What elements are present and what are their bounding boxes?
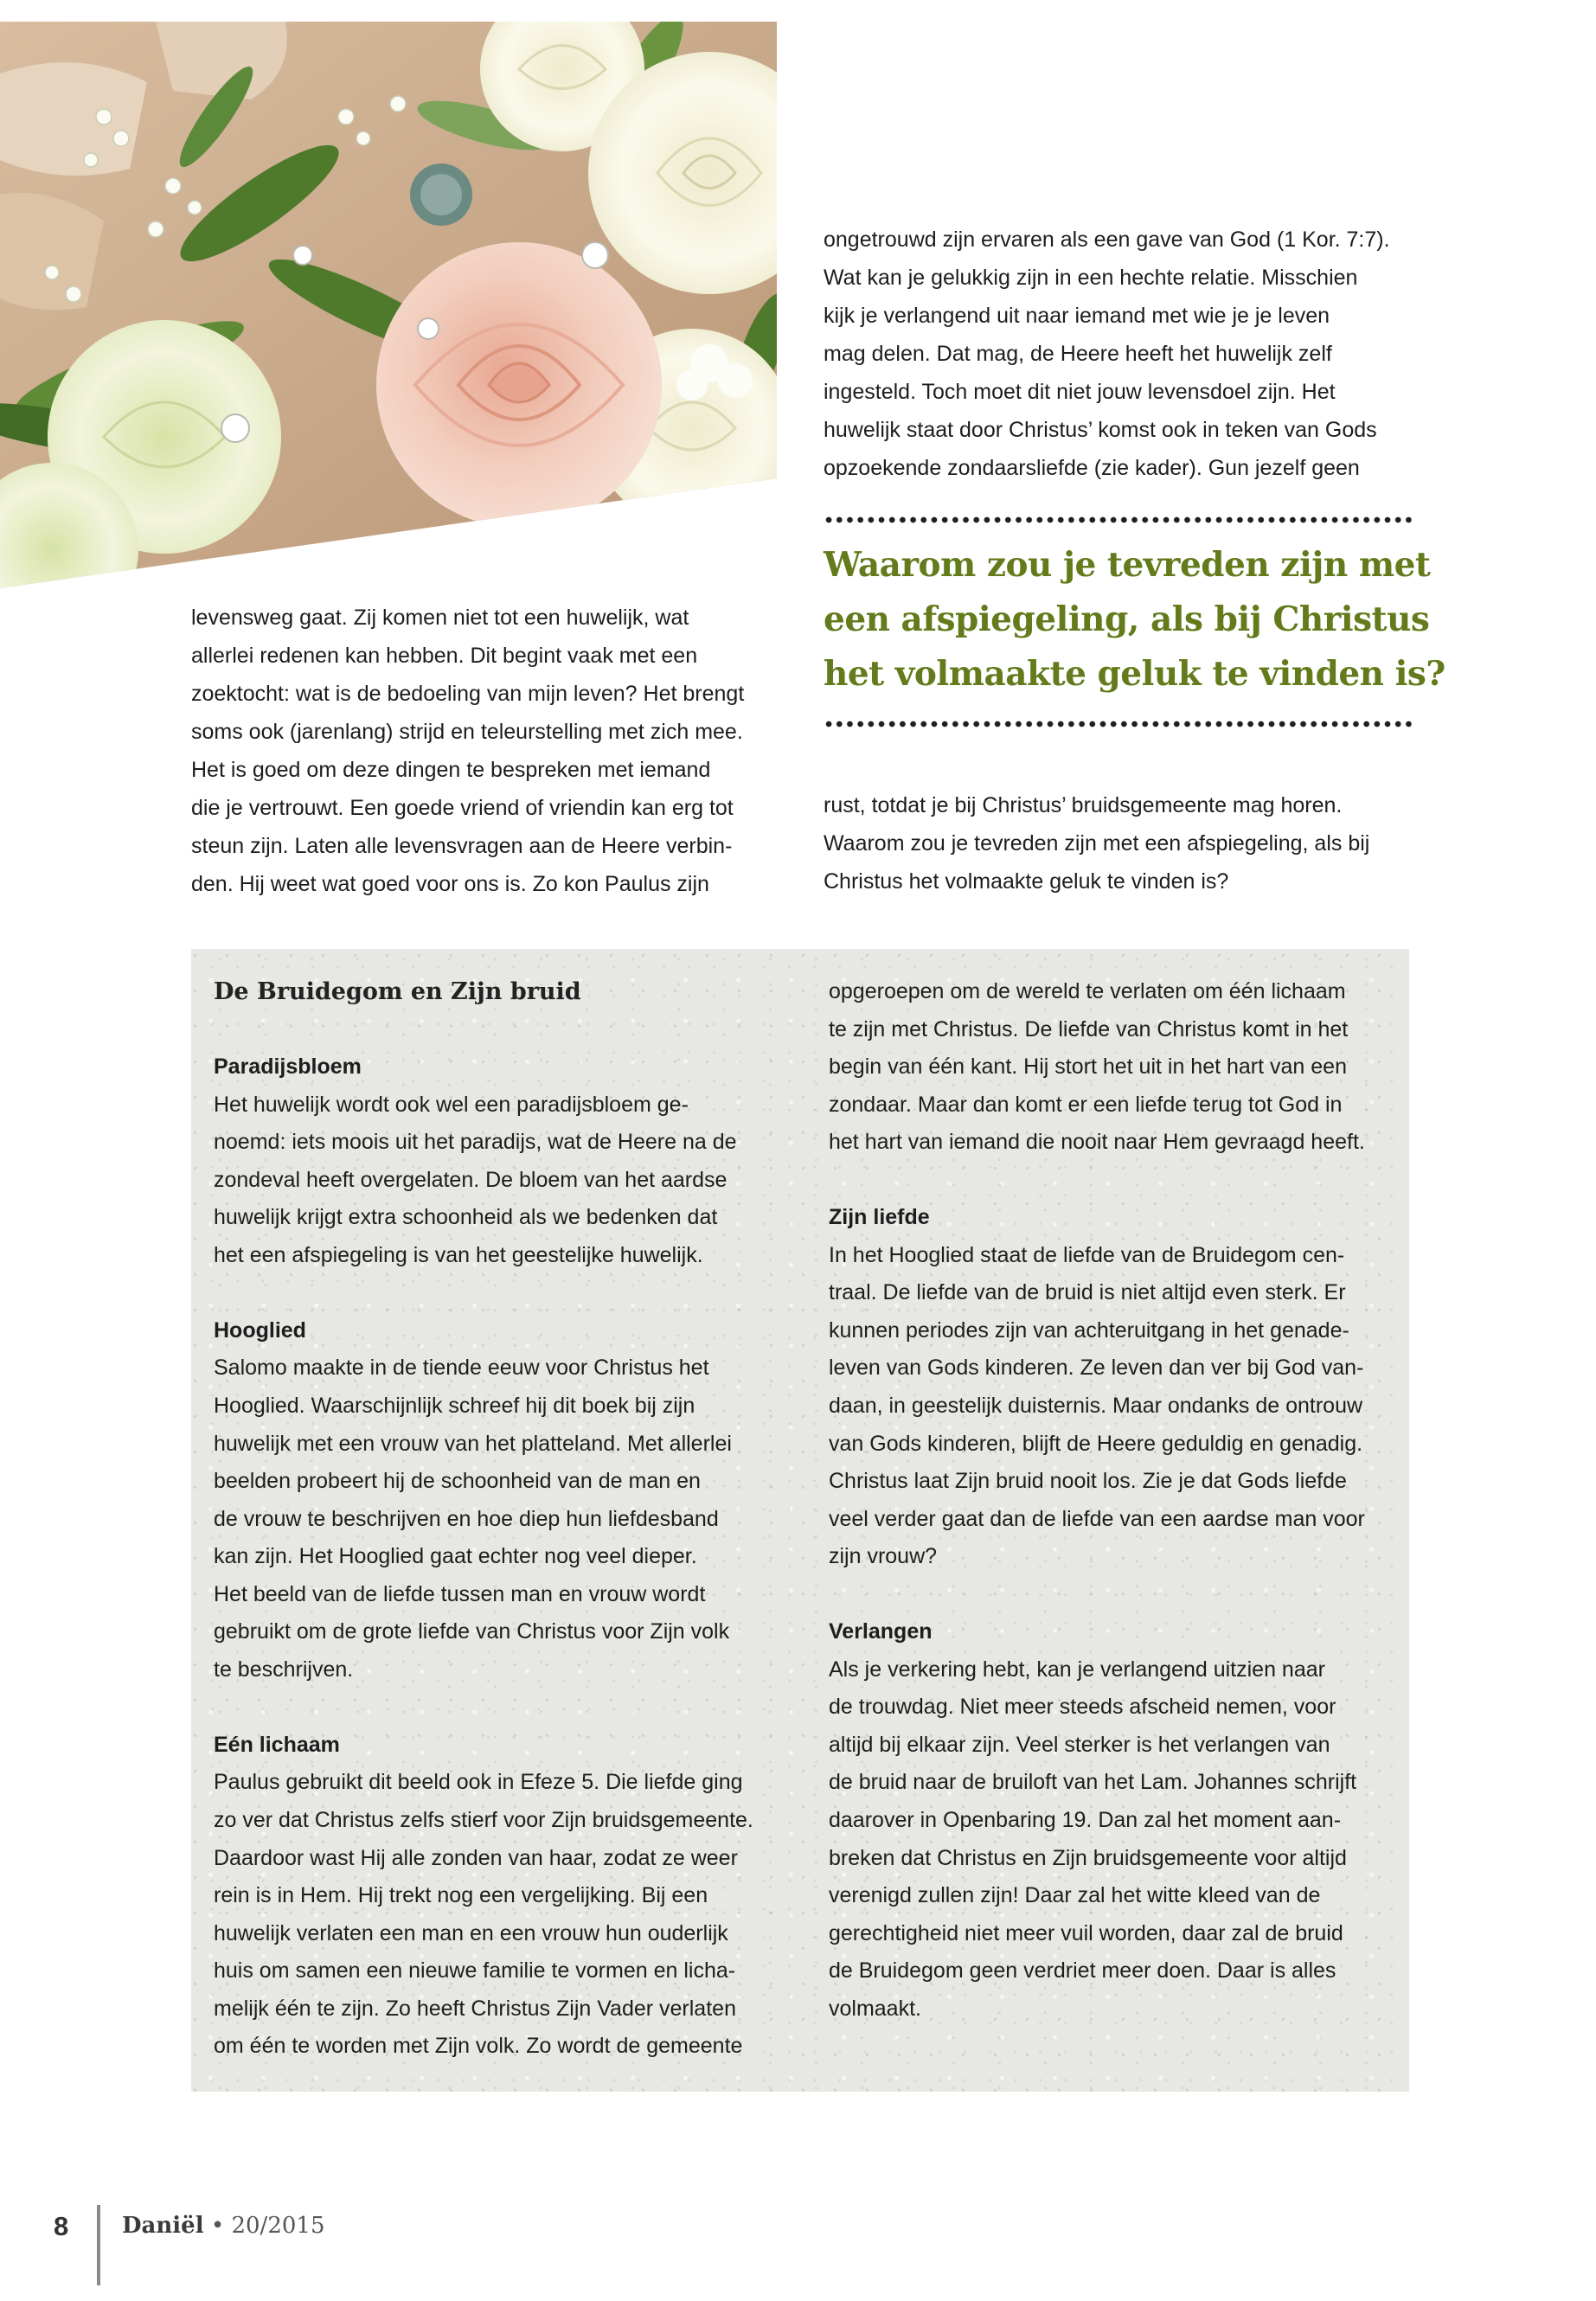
thistle [410, 163, 472, 226]
text-line: zo ver dat Christus zelfs stierf voor Zijn bruidsgemeente. [214, 1808, 753, 1833]
text-line: de Bruidegom geen verdriet meer doen. Daar is alles [829, 1958, 1336, 1984]
kader-title: De Bruidegom en Zijn bruid [214, 978, 581, 1005]
text-line: rein is in Hem. Hij trekt nog een vergelijking. Bij een [214, 1883, 708, 1908]
text-line: te zijn met Christus. De liefde van Christus komt in het [829, 1016, 1349, 1042]
text-line: Het huwelijk wordt ook wel een paradijsbloem ge- [214, 1092, 689, 1117]
pull-quote [824, 538, 1445, 702]
section-heading: Hooglied [214, 1317, 306, 1343]
text-line: de trouwdag. Niet meer steeds afscheid nemen, voor [829, 1695, 1336, 1720]
text-line: huwelijk staat door Christus’ komst ook in teken van Gods [824, 418, 1377, 442]
pink-rose [376, 242, 662, 528]
article-left [191, 599, 744, 903]
magazine-name: Daniël [122, 2213, 204, 2239]
dotted-rule-bottom [824, 720, 1412, 728]
spacer [214, 1689, 753, 1727]
text-line: Hooglied. Waarschijnlijk schreef hij dit boek bij zijn [214, 1394, 695, 1419]
text-line: gerechtigheid niet meer vuil worden, daar zal de bruid [829, 1920, 1343, 1945]
text-line: de vrouw te beschrijven en hoe diep hun liefdesband [214, 1506, 719, 1531]
article-right-bottom [824, 786, 1369, 901]
text-line: om één te worden met Zijn volk. Zo wordt de gemeente [214, 2034, 743, 2059]
text-line: verenigd zullen zijn! Daar zal het witte kleed van de [829, 1883, 1321, 1908]
text-line: ingesteld. Toch moet dit niet jouw levensdoel zijn. Het [824, 380, 1336, 404]
text-line: traal. De liefde van de bruid is niet altijd even sterk. Er [829, 1280, 1346, 1305]
text-line: veel verder gaat dan de liefde van een aardse man voor [829, 1506, 1365, 1531]
text-line: steun zijn. Laten alle levensvragen aan de Heere verbin- [191, 834, 733, 858]
text-line: kan zijn. Het Hooglied gaat echter nog veel dieper. [214, 1544, 697, 1569]
text-line: Christus laat Zijn bruid nooit los. Zie je dat Gods liefde [829, 1469, 1347, 1494]
section-heading: Eén lichaam [214, 1732, 340, 1757]
text-line: rust, totdat je bij Christus’ bruidsgemeente mag horen. [824, 793, 1343, 817]
text-line: het hart van iemand die nooit naar Hem gevraagd heeft. [829, 1130, 1365, 1155]
footer-divider [97, 2205, 100, 2285]
text-line: Salomo maakte in de tiende eeuw voor Christus het [214, 1356, 709, 1381]
page-number: 8 [54, 2211, 69, 2241]
text-line: volmaakt. [829, 1996, 921, 2021]
text-line: noemd: iets moois uit het paradijs, wat de Heere na de [214, 1130, 737, 1155]
text-line: het een afspiegeling is van het geestelijke huwelijk. [214, 1242, 703, 1267]
text-line: soms ook (jarenlang) strijd en teleurstelling met zich mee. [191, 720, 743, 744]
text-line: Waarom zou je tevreden zijn met een afspiegeling, als bij [824, 831, 1370, 856]
spacer [829, 1162, 1365, 1200]
text-line: breken dat Christus en Zijn bruidsgemeente voor altijd [829, 1845, 1347, 1870]
text-line: daarover in Openbaring 19. Dan zal het moment aan- [829, 1808, 1342, 1833]
text-line: te beschrijven. [214, 1657, 354, 1682]
text-line: allerlei redenen kan hebben. Dit begint vaak met een [191, 644, 698, 668]
kader-right-column [829, 973, 1365, 2028]
pull-quote-line: een afspiegeling, als bij Christus [824, 599, 1430, 639]
text-line: kijk je verlangend uit naar iemand met wie je je leven [824, 304, 1330, 328]
text-line: de bruid naar de bruiloft van het Lam. Johannes schrijft [829, 1770, 1357, 1795]
pull-quote-line: Waarom zou je tevreden zijn met [824, 545, 1431, 585]
text-line: Daardoor wast Hij alle zonden van haar, zodat ze weer [214, 1845, 738, 1870]
section-heading: Paradijsbloem [214, 1054, 362, 1080]
section-heading: Verlangen [829, 1619, 933, 1644]
text-line: Christus het volmaakte geluk te vinden is? [824, 869, 1229, 894]
spacer [829, 1576, 1365, 1614]
stone-block [0, 62, 147, 176]
bouquet-photo [0, 22, 777, 588]
text-line: Het beeld van de liefde tussen man en vrouw wordt [214, 1581, 706, 1606]
section-heading: Zijn liefde [829, 1205, 930, 1230]
text-line: Paulus gebruikt dit beeld ook in Efeze 5. Die liefde ging [214, 1770, 743, 1795]
spacer [214, 1011, 753, 1049]
text-line: den. Hij weet wat goed voor ons is. Zo kon Paulus zijn [191, 872, 709, 896]
dotted-rule-top [824, 516, 1412, 524]
text-line: zoektocht: wat is de bedoeling van mijn leven? Het brengt [191, 682, 745, 706]
text-line: ongetrouwd zijn ervaren als een gave van God (1 Kor. 7:7). [824, 228, 1390, 252]
spacer [214, 1274, 753, 1312]
text-line: melijk één te zijn. Zo heeft Christus Zijn Vader verlaten [214, 1996, 736, 2021]
text-line: die je vertrouwt. Een goede vriend of vriendin kan erg tot [191, 796, 734, 820]
text-line: huwelijk met een vrouw van het platteland. Met allerlei [214, 1431, 732, 1456]
text-line: Het is goed om deze dingen te bespreken met iemand [191, 758, 711, 782]
issue-number: 20/2015 [231, 2213, 325, 2239]
text-line: huis om samen een nieuwe familie te vormen en licha- [214, 1958, 736, 1984]
text-line: van Gods kinderen, blijft de Heere geduldig en genadig. [829, 1431, 1363, 1456]
text-line: beelden probeert hij de schoonheid van de man en [214, 1469, 701, 1494]
text-line: gebruikt om de grote liefde van Christus voor Zijn volk [214, 1619, 730, 1644]
text-line: zondeval heeft overgelaten. De bloem van het aardse [214, 1167, 727, 1192]
text-line: zondaar. Maar dan komt er een liefde terug tot God in [829, 1092, 1343, 1117]
text-line: daan, in geestelijk duisternis. Maar ondanks de ontrouw [829, 1394, 1363, 1419]
text-line: opgeroepen om de wereld te verlaten om één lichaam [829, 979, 1346, 1003]
text-line: opzoekende zondaarsliefde (zie kader). Gun jezelf geen [824, 456, 1360, 480]
pull-quote-line: het volmaakte geluk te vinden is? [824, 654, 1445, 694]
article-right-top [824, 221, 1390, 487]
text-line: levensweg gaat. Zij komen niet tot een huwelijk, wat [191, 606, 689, 630]
text-line: altijd bij elkaar zijn. Veel sterker is het verlangen van [829, 1732, 1330, 1757]
text-line: kunnen periodes zijn van achteruitgang in het genade- [829, 1317, 1349, 1343]
text-line: Wat kan je gelukkig zijn in een hechte relatie. Misschien [824, 266, 1358, 290]
text-line: huwelijk verlaten een man en een vrouw hun ouderlijk [214, 1920, 728, 1945]
text-line: Als je verkering hebt, kan je verlangend uitzien naar [829, 1657, 1325, 1682]
text-line: zijn vrouw? [829, 1544, 938, 1569]
footer-issue [122, 2213, 324, 2239]
text-line: leven van Gods kinderen. Ze leven dan ver bij God van- [829, 1356, 1364, 1381]
text-line: huwelijk krijgt extra schoonheid als we bedenken dat [214, 1205, 718, 1230]
text-line: mag delen. Dat mag, de Heere heeft het huwelijk zelf [824, 342, 1332, 366]
kader-left-column [214, 973, 753, 2066]
text-line: begin van één kant. Hij stort het uit in het hart van een [829, 1054, 1347, 1080]
footer-separator: • [210, 2213, 225, 2239]
text-line: In het Hooglied staat de liefde van de Bruidegom cen- [829, 1242, 1345, 1267]
